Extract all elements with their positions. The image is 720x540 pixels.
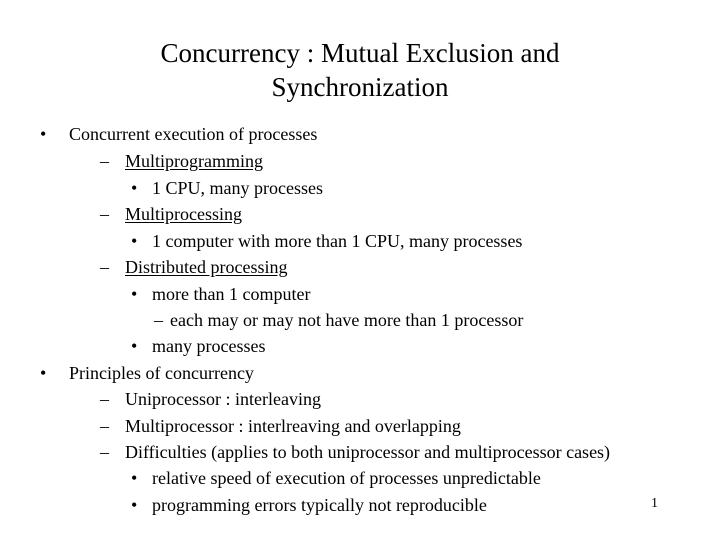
slide-title-line-1: Concurrency : Mutual Exclusion and bbox=[160, 38, 560, 68]
bullet-marker: • bbox=[40, 124, 47, 144]
list-item bbox=[100, 150, 109, 172]
list-item bbox=[40, 123, 46, 145]
bullet-marker: • bbox=[131, 336, 138, 356]
dash-marker: – bbox=[154, 310, 163, 330]
list-item bbox=[100, 388, 109, 410]
dash-marker: – bbox=[100, 257, 109, 277]
list-item bbox=[131, 467, 137, 489]
list-item bbox=[40, 362, 46, 384]
dash-marker: – bbox=[100, 389, 109, 409]
list-item bbox=[154, 309, 163, 331]
list-item-text: Multiprocessing bbox=[125, 204, 242, 224]
dash-marker: – bbox=[100, 442, 109, 462]
list-item bbox=[131, 283, 137, 305]
list-item-text: Difficulties (applies to both uniprocessor and multiprocessor cases) bbox=[125, 442, 611, 462]
bullet-marker: • bbox=[131, 495, 138, 515]
list-item-text: Uniprocessor : interleaving bbox=[125, 389, 321, 409]
list-item bbox=[131, 230, 137, 252]
list-item-text: Principles of concurrency bbox=[69, 363, 254, 383]
bullet-marker: • bbox=[131, 468, 138, 488]
page-number: 1 bbox=[651, 496, 658, 511]
bullet-marker: • bbox=[131, 231, 138, 251]
list-item-text: Concurrent execution of processes bbox=[69, 124, 318, 144]
list-item bbox=[100, 203, 109, 225]
dash-marker: – bbox=[100, 151, 109, 171]
list-item-text: many processes bbox=[152, 336, 266, 356]
list-item bbox=[100, 441, 109, 463]
slide-title-line-2: Synchronization bbox=[271, 72, 449, 102]
list-item-text: 1 CPU, many processes bbox=[152, 178, 323, 198]
list-item-text: each may or may not have more than 1 processor bbox=[170, 310, 524, 330]
list-item-text: 1 computer with more than 1 CPU, many processes bbox=[152, 231, 523, 251]
bullet-marker: • bbox=[40, 363, 47, 383]
bullet-marker: • bbox=[131, 178, 138, 198]
list-item-text: relative speed of execution of processes unpredictable bbox=[152, 468, 541, 488]
list-item bbox=[131, 177, 137, 199]
bullet-marker: • bbox=[131, 284, 138, 304]
list-item bbox=[100, 256, 109, 278]
list-item-text: programming errors typically not reproducible bbox=[152, 495, 487, 515]
list-item-text: Multiprocessor : interlreaving and overlapping bbox=[125, 416, 461, 436]
list-item-text: more than 1 computer bbox=[152, 284, 311, 304]
list-item-text: Multiprogramming bbox=[125, 151, 263, 171]
dash-marker: – bbox=[100, 416, 109, 436]
dash-marker: – bbox=[100, 204, 109, 224]
list-item-text: Distributed processing bbox=[125, 257, 288, 277]
list-item bbox=[100, 415, 109, 437]
list-item bbox=[131, 335, 137, 357]
list-item bbox=[131, 494, 137, 516]
